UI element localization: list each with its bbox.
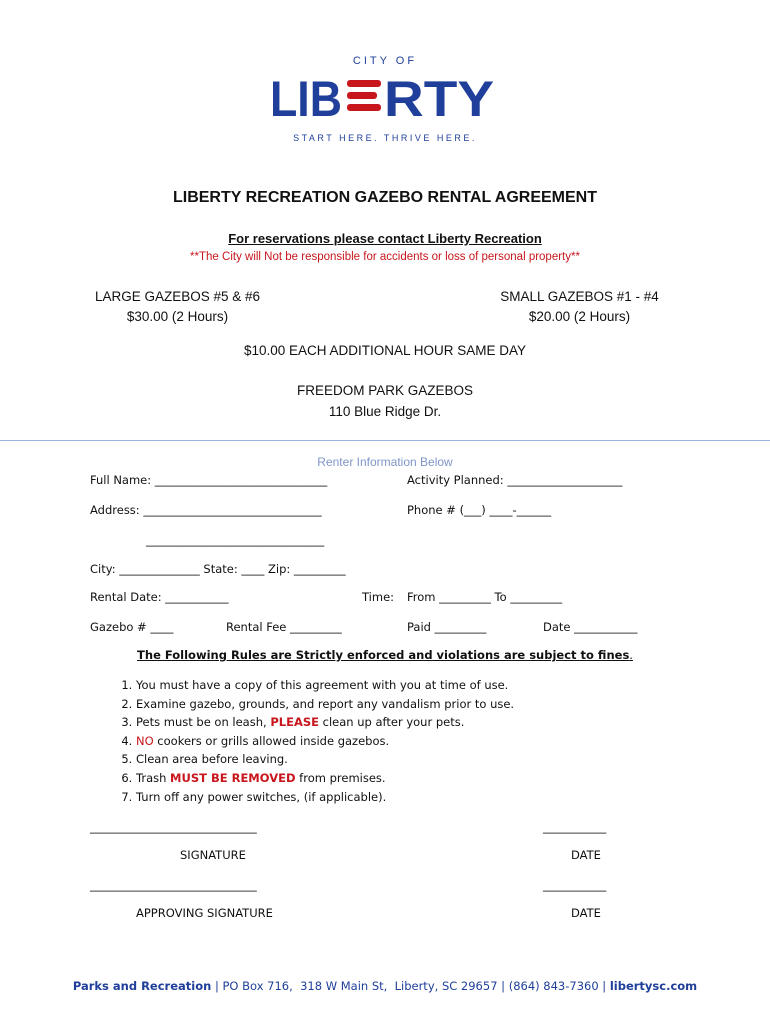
rental-date-field[interactable]: Rental Date: ___________	[90, 590, 229, 604]
footer-phone: (864) 843-7360	[508, 979, 599, 993]
approving-signature-label: APPROVING SIGNATURE	[136, 906, 273, 920]
small-gazebo-label: SMALL GAZEBOS #1 - #4	[500, 289, 659, 304]
activity-field[interactable]: Activity Planned: ____________________	[407, 473, 623, 487]
flag-e-icon	[347, 80, 381, 111]
date-label: DATE	[571, 848, 601, 862]
footer-sep: |	[497, 979, 509, 993]
rule-item	[136, 713, 514, 732]
location-address: 110 Blue Ridge Dr.	[328, 404, 442, 419]
rule-item	[136, 676, 514, 695]
address-line2-field[interactable]: _______________________________	[146, 533, 325, 547]
footer-address: PO Box 716, 318 W Main St, Liberty, SC 29657	[222, 979, 498, 993]
city-state-zip-field[interactable]: City: ______________ State: ____ Zip: _________	[90, 562, 346, 576]
approving-signature-line[interactable]: _____________________________	[90, 878, 257, 892]
rule-text: Clean area before leaving.	[136, 752, 288, 767]
rule-item	[136, 732, 514, 751]
approving-date-line[interactable]: ___________	[543, 878, 607, 892]
location-block	[0, 380, 770, 422]
rules-header	[0, 648, 770, 662]
signature-line[interactable]: _____________________________	[90, 820, 257, 834]
rule-text: Turn off any power switches, (if applicable).	[136, 789, 387, 804]
rules-header-period: .	[629, 648, 633, 662]
rule-text: You must have a copy of this agreement with you at time of use.	[136, 678, 509, 692]
subtitle: For reservations please contact Liberty Recreation	[228, 231, 542, 246]
date-paid-field[interactable]: Date ___________	[543, 620, 638, 634]
rules-list	[92, 676, 514, 806]
phone-field[interactable]: Phone # (___) ____-______	[407, 503, 552, 517]
date-line[interactable]: ___________	[543, 820, 607, 834]
rule-text: clean up after your pets.	[318, 715, 465, 730]
disclaimer: **The City will Not be responsible for accidents or loss of personal property**	[190, 251, 580, 263]
rule-item	[136, 788, 514, 807]
page-title: LIBERTY RECREATION GAZEBO RENTAL AGREEMENT	[172, 189, 597, 206]
footer-website-link[interactable]: libertysc.com	[609, 979, 698, 993]
rule-item	[136, 750, 514, 769]
additional-hour-rate: $10.00 EACH ADDITIONAL HOUR SAME DAY	[243, 343, 527, 358]
rule-emphasis: PLEASE	[270, 715, 319, 730]
rule-text: Pets must be on leash,	[136, 715, 271, 730]
rule-text: from premises.	[295, 770, 386, 785]
rule-text: cookers or grills allowed inside gazebos.	[153, 733, 390, 748]
rule-text: Trash	[136, 770, 171, 785]
approving-date-label: DATE	[571, 906, 601, 920]
rule-item	[136, 695, 514, 714]
svg-text:LIB: LIB	[270, 72, 342, 122]
divider	[0, 440, 770, 441]
svg-text:RTY: RTY	[384, 72, 494, 122]
footer-sep: |	[598, 979, 610, 993]
footer-dept: Parks and Recreation	[72, 979, 212, 993]
large-gazebo-label: LARGE GAZEBOS #5 & #6	[94, 289, 261, 304]
small-gazebo-rate	[497, 287, 662, 327]
small-gazebo-price: $20.00 (2 Hours)	[528, 309, 631, 324]
time-label: Time:	[362, 590, 395, 604]
signature-label: SIGNATURE	[180, 848, 246, 862]
logo-tagline: START HERE. THRIVE HERE.	[293, 133, 477, 143]
full-name-field[interactable]: Full Name: ______________________________	[90, 473, 328, 487]
city-logo	[270, 72, 500, 122]
time-from-to-field[interactable]: From _________ To _________	[407, 590, 563, 604]
logo-city-of: CITY OF	[352, 55, 418, 67]
gazebo-number-field[interactable]: Gazebo # ____	[90, 620, 174, 634]
footer	[0, 979, 770, 993]
rental-fee-field[interactable]: Rental Fee _________	[226, 620, 342, 634]
rule-emphasis: MUST BE REMOVED	[170, 770, 296, 785]
renter-info-header: Renter Information Below	[317, 455, 453, 469]
large-gazebo-price: $30.00 (2 Hours)	[126, 309, 229, 324]
rule-text: Examine gazebo, grounds, and report any vandalism prior to use.	[136, 696, 515, 711]
footer-sep: |	[211, 979, 223, 993]
address-field[interactable]: Address: _______________________________	[90, 503, 322, 517]
rules-header-text: The Following Rules are Strictly enforced and violations are subject to fines	[137, 648, 630, 662]
large-gazebo-rate	[90, 287, 265, 327]
rule-emphasis: NO	[136, 733, 154, 748]
rule-item	[136, 769, 514, 788]
location-name: FREEDOM PARK GAZEBOS	[296, 383, 474, 398]
paid-field[interactable]: Paid _________	[407, 620, 487, 634]
